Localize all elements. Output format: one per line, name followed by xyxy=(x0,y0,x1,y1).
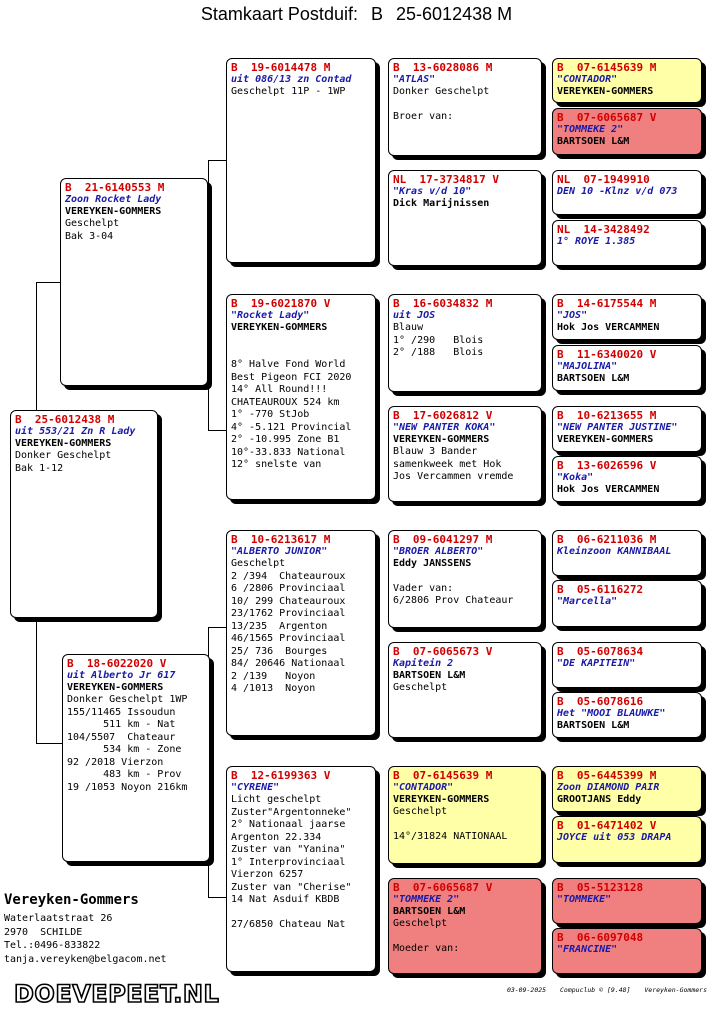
info-line: 155/11465 Issoudun xyxy=(67,706,176,718)
pigeon-card-g3[interactable] xyxy=(552,170,702,215)
ring-number: B 05-5123128 xyxy=(557,881,644,894)
pigeon-card-fmm[interactable] xyxy=(388,406,542,502)
connector-line xyxy=(208,430,226,431)
pigeon-name: Het "MOOI BLAUWKE" xyxy=(557,708,666,719)
ring-number: B 13-6026596 V xyxy=(557,459,657,472)
info-line: 14 Nat Asduif KBDB xyxy=(231,894,340,905)
title-label: Stamkaart Postduif: xyxy=(200,4,358,24)
info-line xyxy=(393,570,537,583)
info-line: Geschelpt xyxy=(231,558,286,569)
info-line: Donker Geschelpt xyxy=(15,450,112,461)
pigeon-name: 1° ROYE 1.385 xyxy=(557,236,636,247)
pigeon-name: "Marcella" xyxy=(557,596,618,607)
pigeon-name: "CONTADOR" xyxy=(557,74,618,85)
pigeon-name: "BROER ALBERTO" xyxy=(393,546,484,557)
info-line: Zuster"Argentonneke" xyxy=(231,806,352,818)
pigeon-name: "NEW PANTER KOKA" xyxy=(393,422,496,433)
info-line: Best Pigeon FCI 2020 xyxy=(231,371,352,383)
info-line: 2° Nationaal jaarse xyxy=(231,819,346,830)
pigeon-name: uit 086/13 zn Contad xyxy=(231,74,352,85)
pigeon-card-g15[interactable] xyxy=(552,878,702,924)
ring-number: B 06-6097048 xyxy=(557,931,644,944)
info-line xyxy=(393,931,537,944)
pigeon-card-mm[interactable] xyxy=(226,766,376,972)
breeder-name: Eddy JANSSENS xyxy=(393,558,472,569)
pigeon-card-mmm[interactable] xyxy=(388,878,542,974)
info-line xyxy=(393,99,537,112)
print-meta xyxy=(497,986,707,994)
ring-number: B 25-6012438 M xyxy=(15,413,115,426)
pigeon-name: "ALBERTO JUNIOR" xyxy=(231,546,328,557)
ring-number: NL 17-3734817 V xyxy=(393,173,499,186)
pigeon-name: JOYCE uit 053 DRAPA xyxy=(557,832,672,843)
ring-number: NL 14-3428492 xyxy=(557,223,650,236)
pigeon-card-mmf[interactable] xyxy=(388,766,542,864)
pigeon-name: "JOS" xyxy=(557,310,588,321)
breeder-name: VEREYKEN-GOMMERS xyxy=(393,794,490,805)
info-line: 104/5507 Chateaur xyxy=(67,731,176,743)
info-line: 2 /139 Noyon xyxy=(231,670,316,682)
breeder-name: VEREYKEN-GOMMERS xyxy=(15,438,112,449)
pigeon-card-fmf[interactable] xyxy=(388,294,542,392)
pigeon-name: Zoon DIAMOND PAIR xyxy=(557,782,660,793)
breeder-name: VEREYKEN-GOMMERS xyxy=(393,434,490,445)
info-line: 46/1565 Provinciaal xyxy=(231,633,346,644)
info-line: 10/ 299 Chateauroux xyxy=(231,595,346,607)
info-line xyxy=(231,334,371,347)
pigeon-card-g5[interactable] xyxy=(552,294,702,340)
pigeon-name: "TOMMEKE 2" xyxy=(557,124,624,135)
pigeon-card-mfm[interactable] xyxy=(388,642,542,738)
pigeon-name: Zoon Rocket Lady xyxy=(65,194,162,205)
info-line: Jos Vercammen vremde xyxy=(393,471,514,482)
software-label: Compuclub © [9.48] xyxy=(560,986,631,994)
ring-number: B 19-6021870 V xyxy=(231,297,331,310)
connector-line xyxy=(208,897,226,898)
ring-number: B 17-6026812 V xyxy=(393,409,493,422)
info-line: Blauw 3 Bander xyxy=(393,446,478,457)
info-line: 1° Interprovinciaal xyxy=(231,856,346,868)
info-line: 1° /290 Blois xyxy=(393,334,484,346)
owner-address xyxy=(4,912,167,966)
info-line: Bak 1-12 xyxy=(15,462,64,474)
title-sex: B xyxy=(370,4,383,24)
breeder-name: GROOTJANS Eddy xyxy=(557,794,642,805)
pigeon-card-g9[interactable] xyxy=(552,530,702,576)
info-line: samenkweek met Hok xyxy=(393,458,502,470)
info-line: 4 /1013 Noyon xyxy=(231,683,316,694)
ring-number: B 07-6065673 V xyxy=(393,645,493,658)
breeder-name: BARTSOEN L&M xyxy=(557,136,630,147)
info-line: 10°-33.833 National xyxy=(231,446,346,458)
ring-number: B 11-6340020 V xyxy=(557,348,657,361)
ring-number: B 07-6145639 M xyxy=(393,769,493,782)
page-title xyxy=(0,4,713,25)
pigeon-name: DEN 10 -Klnz v/d 073 xyxy=(557,186,678,197)
connector-line xyxy=(36,282,60,283)
pigeon-card-mff[interactable] xyxy=(388,530,542,628)
pigeon-name: "NEW PANTER JUSTINE" xyxy=(557,422,678,433)
pigeon-name: "Koka" xyxy=(557,472,594,483)
breeder-name: Hok Jos VERCAMMEN xyxy=(557,322,660,333)
info-line: 12° snelste van xyxy=(231,459,322,470)
breeder-name: VEREYKEN-GOMMERS xyxy=(231,322,328,333)
title-ring: 25-6012438 M xyxy=(396,4,513,24)
pigeon-card-g7[interactable] xyxy=(552,406,702,452)
info-line: Zuster van "Yanina" xyxy=(231,844,346,855)
breeder-name: BARTSOEN L&M xyxy=(557,373,630,384)
info-line: 6/2806 Prov Chateaur xyxy=(393,595,514,606)
info-line: 511 km - Nat xyxy=(67,719,176,730)
info-line: Broer van: xyxy=(393,111,454,122)
pigeon-card-father[interactable] xyxy=(60,178,208,386)
info-line: 2° -10.995 Zone B1 xyxy=(231,434,340,445)
pigeon-card-g6[interactable] xyxy=(552,345,702,391)
pigeon-name: "FRANCINE" xyxy=(557,944,618,955)
breeder-name: BARTSOEN L&M xyxy=(393,906,466,917)
address-city: 2970 SCHILDE xyxy=(4,926,83,938)
info-line: 14°/31824 NATIONAAL xyxy=(393,831,508,842)
info-line: Argenton 22.334 xyxy=(231,831,322,843)
pigeon-card-g13[interactable] xyxy=(552,766,702,812)
info-line: Moeder van: xyxy=(393,943,460,954)
pigeon-name: uit JOS xyxy=(393,310,436,321)
ring-number: B 05-6116272 xyxy=(557,583,644,596)
info-line: Donker Geschelpt 1WP xyxy=(67,694,188,705)
info-line: 8° Halve Fond World xyxy=(231,359,346,370)
info-line xyxy=(231,347,371,360)
pigeon-card-mother[interactable] xyxy=(62,654,210,862)
pigeon-card-subject[interactable] xyxy=(10,410,158,618)
ring-number: B 05-6078634 xyxy=(557,645,644,658)
pigeon-card-g12[interactable] xyxy=(552,692,702,738)
info-line xyxy=(231,907,371,920)
pigeon-card-g8[interactable] xyxy=(552,456,702,502)
info-line: Geschelpt xyxy=(65,218,120,229)
ring-number: B 10-6213655 M xyxy=(557,409,657,422)
pigeon-card-ff[interactable] xyxy=(226,58,376,263)
info-line: 534 km - Zone xyxy=(67,744,182,755)
pigeon-name: uit Alberto Jr 617 xyxy=(67,670,176,681)
info-line: 27/6850 Chateau Nat xyxy=(231,919,346,930)
address-phone: Tel.:0496-833822 xyxy=(4,940,101,951)
print-owner: Vereyken-Gommers xyxy=(644,986,707,994)
info-line: 19 /1053 Noyon 216km xyxy=(67,781,188,793)
info-line: 2° /188 Blois xyxy=(393,347,484,358)
pigeon-name: uit 553/21 Zn R Lady xyxy=(15,426,136,437)
ring-number: B 12-6199363 V xyxy=(231,769,331,782)
connector-line xyxy=(36,743,62,744)
address-email[interactable]: tanja.vereyken@belgacom.net xyxy=(4,953,167,965)
pigeon-name: Kleinzoon KANNIBAAL xyxy=(557,546,672,557)
owner-name: Vereyken-Gommers xyxy=(4,892,139,908)
info-line: CHATEAUROUX 524 km xyxy=(231,396,340,408)
ring-number: B 05-6078616 xyxy=(557,695,644,708)
print-date: 03-09-2025 xyxy=(506,986,547,994)
site-logo: DOEVEPEET.NL xyxy=(14,980,220,1008)
ring-number: B 05-6445399 M xyxy=(557,769,657,782)
pigeon-card-g11[interactable] xyxy=(552,642,702,688)
info-line xyxy=(393,819,537,832)
pigeon-card-g16[interactable] xyxy=(552,928,702,974)
breeder-name: VEREYKEN-GOMMERS xyxy=(67,682,164,693)
breeder-name: VEREYKEN-GOMMERS xyxy=(65,206,162,217)
info-line: 2 /394 Chateauroux xyxy=(231,570,346,582)
info-line: 6 /2806 Provinciaal xyxy=(231,583,346,594)
pigeon-card-g4[interactable] xyxy=(552,220,702,266)
ring-number: B 21-6140553 M xyxy=(65,181,165,194)
info-line: 483 km - Prov xyxy=(67,769,182,780)
info-line: 23/1762 Provinciaal xyxy=(231,608,346,619)
info-line: Geschelpt xyxy=(393,918,448,929)
info-line: Vierzon 6257 xyxy=(231,869,304,880)
pigeon-card-fff[interactable] xyxy=(388,58,542,156)
pigeon-card-g2[interactable] xyxy=(552,108,702,155)
ring-number: B 18-6022020 V xyxy=(67,657,167,670)
pigeon-name: "DE KAPITEIN" xyxy=(557,658,636,669)
info-line: Licht geschelpt xyxy=(231,794,322,805)
pigeon-card-mf[interactable] xyxy=(226,530,376,736)
info-line: 13/235 Argenton xyxy=(231,620,328,632)
pigeon-card-g14[interactable] xyxy=(552,816,702,863)
ring-number: B 07-6065687 V xyxy=(393,881,493,894)
ring-number: B 13-6028086 M xyxy=(393,61,493,74)
connector-line xyxy=(208,160,226,161)
breeder-name: BARTSOEN L&M xyxy=(557,720,630,731)
info-line: Blauw xyxy=(393,322,424,333)
breeder-name: Hok Jos VERCAMMEN xyxy=(557,484,660,495)
pigeon-name: Kapitein 2 xyxy=(393,658,454,669)
pigeon-name: "TOMMEKE 2" xyxy=(393,894,460,905)
address-street: Waterlaatstraat 26 xyxy=(4,913,113,924)
pigeon-card-fm[interactable] xyxy=(226,294,376,500)
pigeon-name: "Rocket Lady" xyxy=(231,310,310,321)
pigeon-name: "Kras v/d 10" xyxy=(393,186,472,197)
info-line: Geschelpt 11P - 1WP xyxy=(231,86,346,97)
info-line: Donker Geschelpt xyxy=(393,86,490,97)
info-line: Zuster van "Cherise" xyxy=(231,881,352,893)
pigeon-name: "CYRENE" xyxy=(231,782,280,793)
info-line: Vader van: xyxy=(393,582,454,594)
ring-number: B 01-6471402 V xyxy=(557,819,657,832)
pigeon-name: "MAJOLINA" xyxy=(557,361,618,372)
ring-number: B 16-6034832 M xyxy=(393,297,493,310)
info-line: 4° -5.121 Provincial xyxy=(231,421,352,433)
ring-number: B 10-6213617 M xyxy=(231,533,331,546)
connector-line xyxy=(208,627,226,628)
pigeon-card-ffm[interactable] xyxy=(388,170,542,266)
breeder-name: VEREYKEN-GOMMERS xyxy=(557,434,654,445)
info-line: Bak 3-04 xyxy=(65,230,114,242)
info-line: 14° All Round!!! xyxy=(231,384,328,395)
pigeon-name: "TOMMEKE" xyxy=(557,894,612,905)
ring-number: B 09-6041297 M xyxy=(393,533,493,546)
ring-number: B 07-6145639 M xyxy=(557,61,657,74)
info-line: Geschelpt xyxy=(393,682,448,693)
info-line: 84/ 20646 Nationaal xyxy=(231,658,346,669)
breeder-name: BARTSOEN L&M xyxy=(393,670,466,681)
connector-line xyxy=(208,160,209,430)
pigeon-name: "CONTADOR" xyxy=(393,782,454,793)
ring-number: B 06-6211036 M xyxy=(557,533,657,546)
ring-number: B 19-6014478 M xyxy=(231,61,331,74)
ring-number: NL 07-1949910 xyxy=(557,173,650,186)
breeder-name: VEREYKEN-GOMMERS xyxy=(557,86,654,97)
info-line: 1° -770 StJob xyxy=(231,409,310,420)
ring-number: B 07-6065687 V xyxy=(557,111,657,124)
pigeon-card-g1[interactable] xyxy=(552,58,702,103)
pigeon-name: "ATLAS" xyxy=(393,74,436,85)
info-line: Geschelpt xyxy=(393,806,448,817)
info-line: 25/ 736 Bourges xyxy=(231,645,328,657)
ring-number: B 14-6175544 M xyxy=(557,297,657,310)
pigeon-card-g10[interactable] xyxy=(552,580,702,627)
info-line: 92 /2018 Vierzon xyxy=(67,756,164,768)
breeder-name: Dick Marijnissen xyxy=(393,198,490,209)
